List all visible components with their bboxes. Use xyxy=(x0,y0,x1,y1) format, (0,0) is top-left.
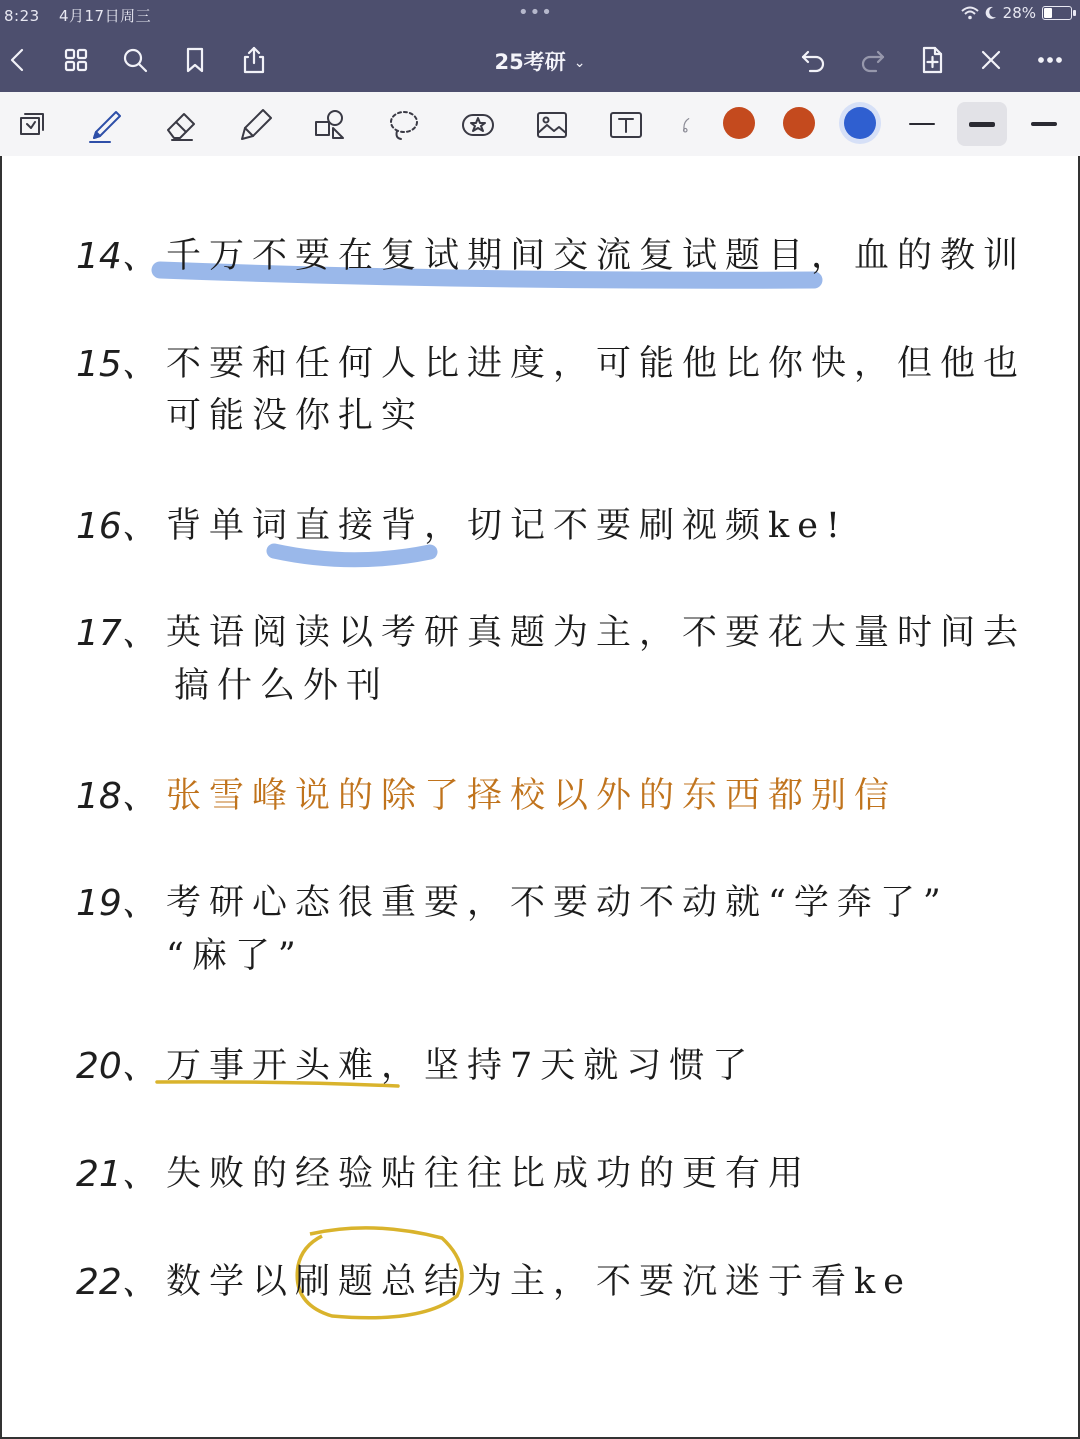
read-mode-icon xyxy=(13,106,51,144)
battery-percent: 28% xyxy=(1002,4,1036,22)
item-text-line-2: 可能没你扎实 xyxy=(166,396,425,436)
nav-bar xyxy=(0,28,1080,92)
more-button[interactable] xyxy=(1032,42,1068,78)
shapes-tool[interactable] xyxy=(307,102,353,148)
stroke-medium-line xyxy=(969,122,995,127)
item-number: 19、 xyxy=(76,883,158,924)
note-page[interactable] xyxy=(0,156,1080,1439)
add-page-icon xyxy=(917,45,947,75)
highlighter-icon xyxy=(237,106,275,144)
eraser-icon xyxy=(162,106,200,144)
redo-icon xyxy=(858,45,888,75)
color-swatch-red-2[interactable] xyxy=(783,107,815,139)
item-text: 张雪峰说的除了择校以外的东西都别信 xyxy=(166,776,898,816)
moon-icon xyxy=(985,6,997,20)
sticker-tool[interactable] xyxy=(455,102,501,148)
item-text: 英语阅读以考研真题为主，不要花大量时间去 xyxy=(166,613,1027,653)
title-chevron-icon: ⌄ xyxy=(573,55,586,71)
more-icon xyxy=(1035,45,1065,75)
color-swatch-blue[interactable] xyxy=(844,107,876,139)
text-icon xyxy=(607,106,645,144)
stroke-medium-option[interactable] xyxy=(957,102,1007,146)
pen-icon xyxy=(86,106,124,144)
item-number: 17、 xyxy=(76,613,158,654)
image-tool[interactable] xyxy=(529,102,575,148)
color-swatch-red[interactable] xyxy=(723,107,755,139)
item-text: 数学以刷题总结为主，不要沉迷于看ke xyxy=(166,1262,912,1302)
item-text: 考研心态很重要，不要动不动就“学奔了” xyxy=(166,883,949,923)
lasso-icon xyxy=(385,106,423,144)
item-number: 15、 xyxy=(76,344,158,385)
item-text-line-2: “麻了” xyxy=(166,936,304,976)
item-number: 22、 xyxy=(76,1262,158,1303)
text-tool[interactable] xyxy=(603,102,649,148)
status-bar xyxy=(0,0,1080,28)
status-left xyxy=(4,5,165,26)
item-number: 21、 xyxy=(76,1154,158,1195)
stroke-thin-line xyxy=(909,123,935,125)
image-icon xyxy=(533,106,571,144)
highlighter-tool[interactable] xyxy=(233,102,279,148)
item-text: 失败的经验贴往往比成功的更有用 xyxy=(166,1154,812,1194)
stroke-thick-line xyxy=(1031,122,1057,126)
redo-button[interactable] xyxy=(855,42,891,78)
status-date: 4月17日周三 xyxy=(58,7,152,25)
item-text: 万事开头难，坚持7天就习惯了 xyxy=(166,1046,756,1086)
laser-icon xyxy=(676,114,698,136)
read-mode-button[interactable] xyxy=(9,102,55,148)
close-icon xyxy=(976,45,1006,75)
blue-highlight-item-16 xyxy=(274,551,430,560)
sticker-icon xyxy=(459,106,497,144)
battery-fill xyxy=(1044,8,1052,18)
stroke-thin-option[interactable] xyxy=(897,102,947,146)
item-text: 不要和任何人比进度，可能他比你快，但他也 xyxy=(166,344,1027,384)
item-text-line-2: 搞什么外刊 xyxy=(174,666,390,706)
item-number: 14、 xyxy=(76,236,158,277)
item-number: 16、 xyxy=(76,506,158,547)
undo-button[interactable] xyxy=(795,42,831,78)
lasso-tool[interactable] xyxy=(381,102,427,148)
multitask-dots[interactable]: ••• xyxy=(518,2,553,23)
eraser-tool[interactable] xyxy=(158,102,204,148)
item-number: 20、 xyxy=(76,1046,158,1087)
wifi-icon xyxy=(961,6,979,20)
stroke-thick-option[interactable] xyxy=(1019,102,1069,146)
status-time: 8:23 xyxy=(4,7,40,25)
document-title-text: 25考研 xyxy=(494,50,566,74)
undo-icon xyxy=(798,45,828,75)
status-right xyxy=(961,4,1072,22)
shapes-icon xyxy=(311,106,349,144)
add-page-button[interactable] xyxy=(914,42,950,78)
close-button[interactable] xyxy=(973,42,1009,78)
pen-tool[interactable] xyxy=(82,102,128,148)
item-number: 18、 xyxy=(76,776,158,817)
item-text: 千万不要在复试期间交流复试题目，血的教训 xyxy=(166,236,1027,276)
drawing-toolbar xyxy=(0,92,1080,157)
item-text: 背单词直接背，切记不要刷视频ke! xyxy=(166,506,848,546)
laser-tool[interactable] xyxy=(672,102,702,148)
battery-icon xyxy=(1042,6,1072,20)
